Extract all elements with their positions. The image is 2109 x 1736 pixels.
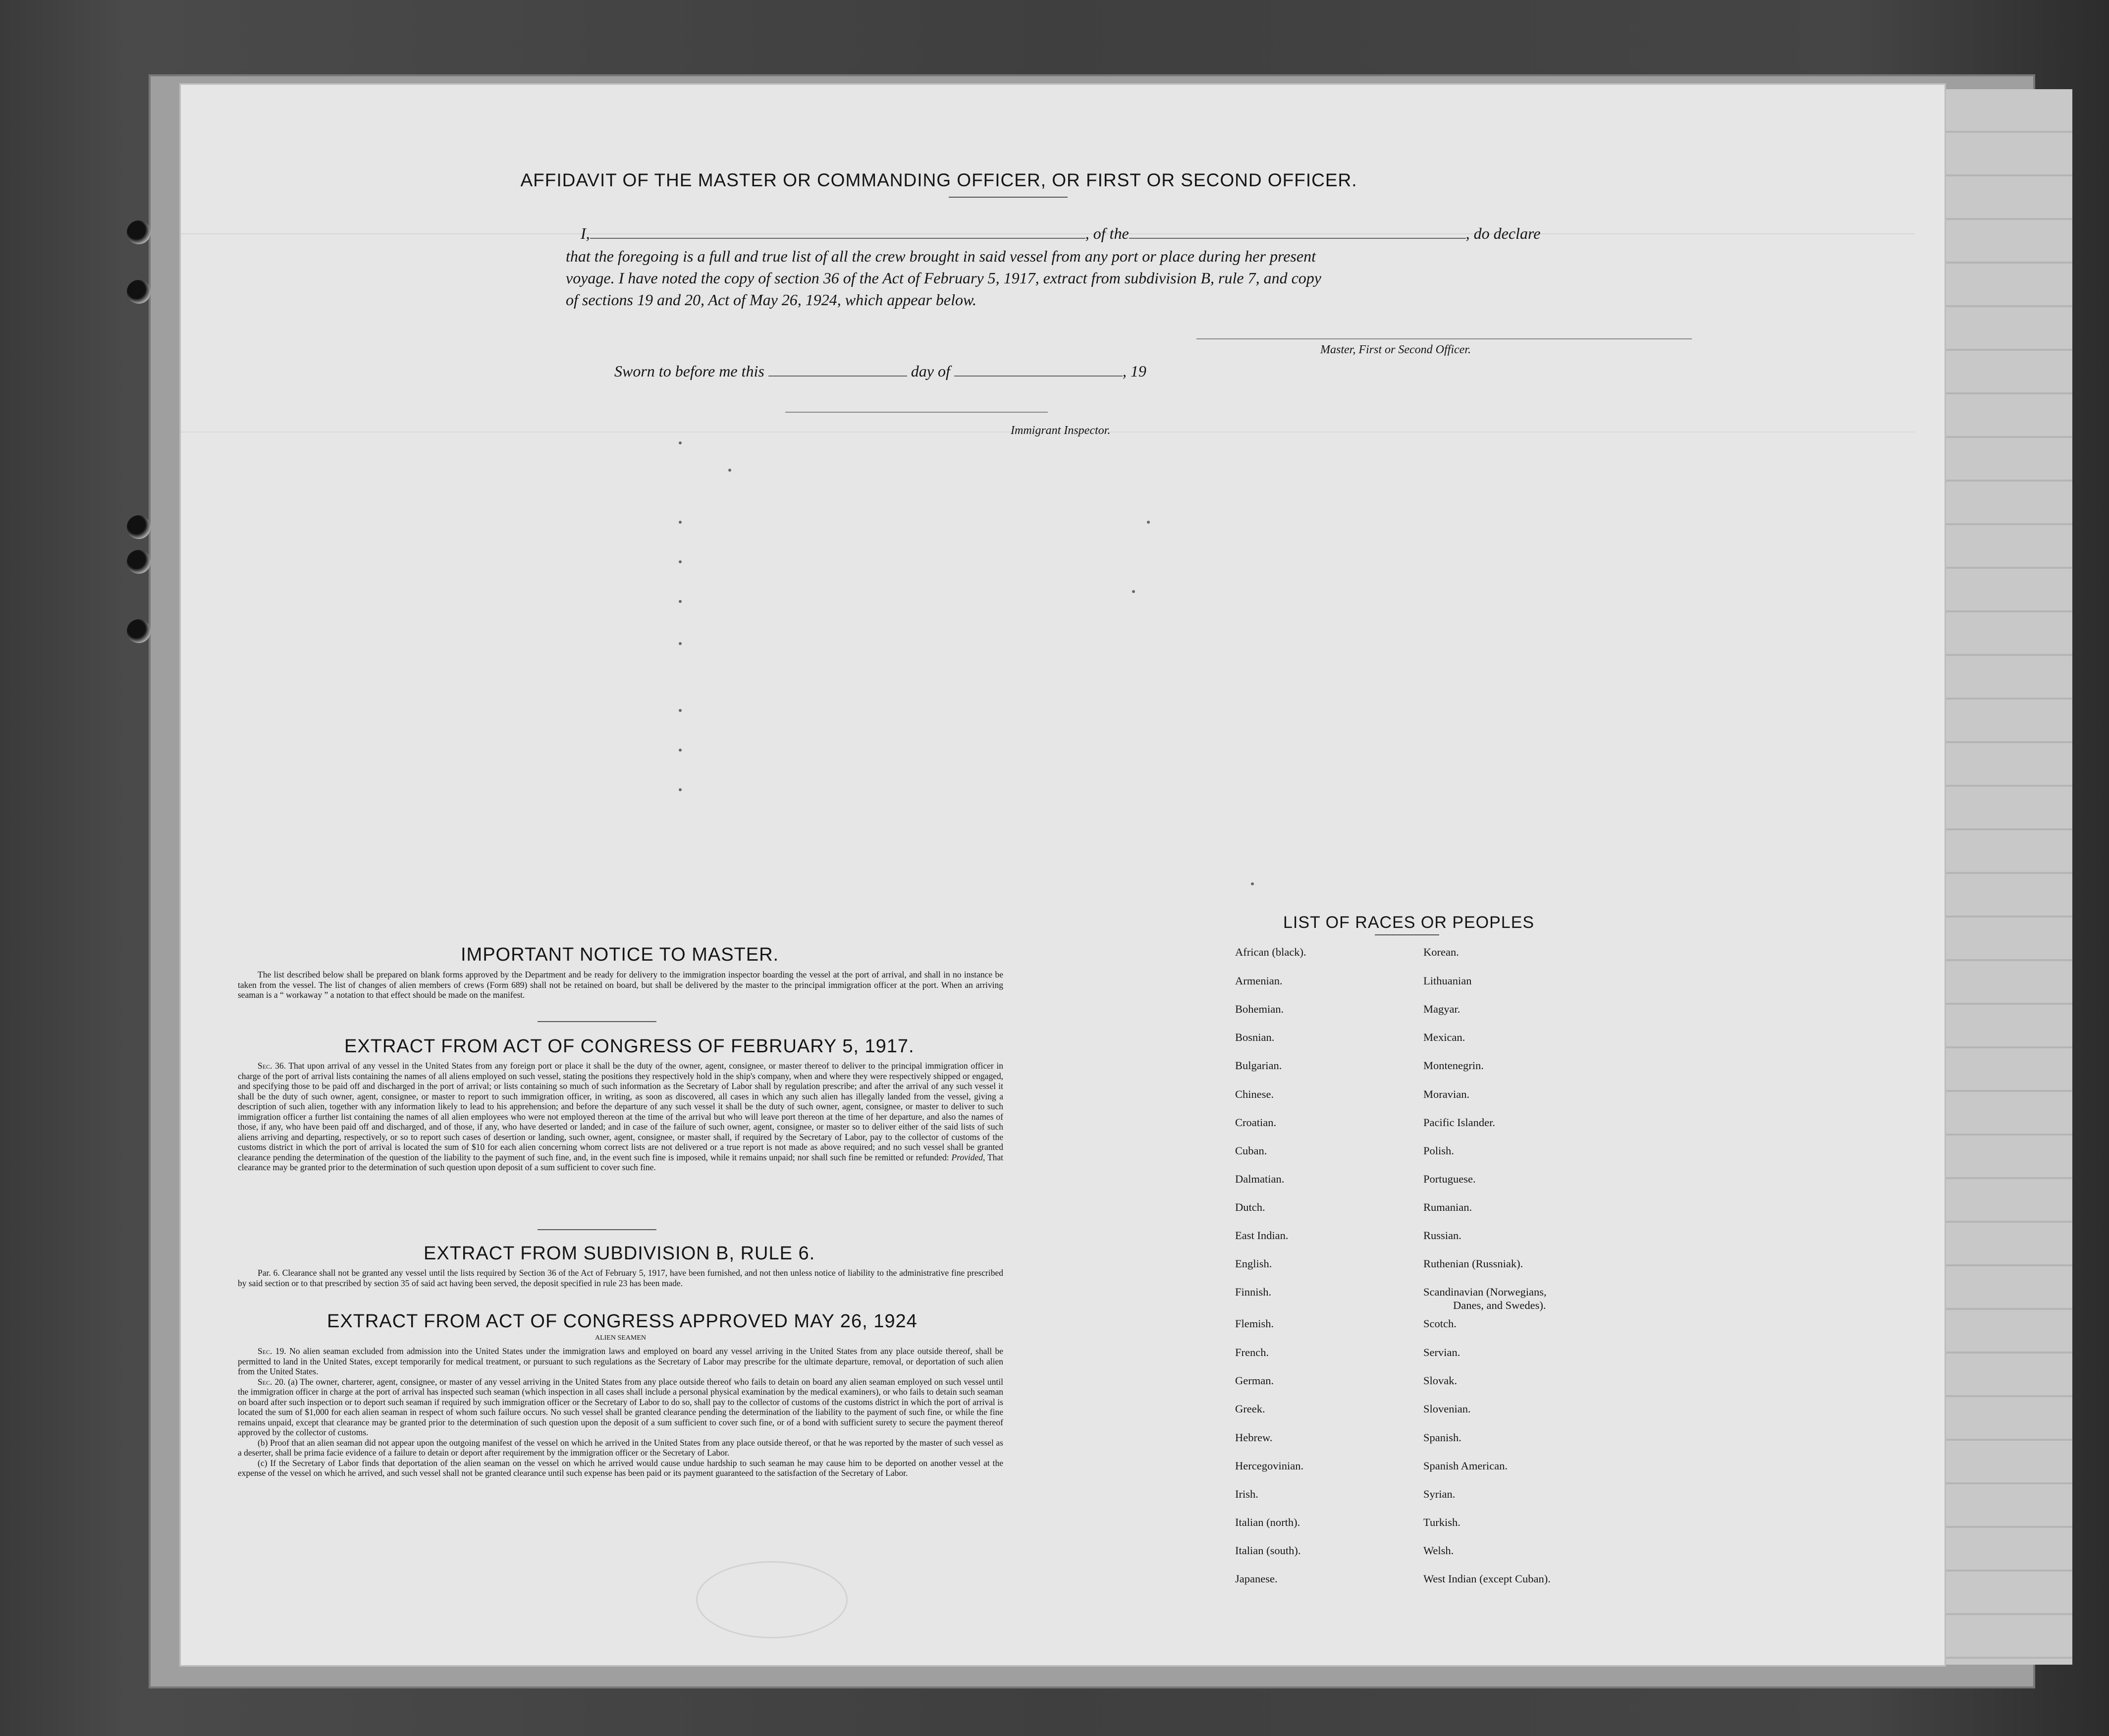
race-item: Welsh.	[1423, 1544, 1454, 1557]
sec-20c-paragraph: (c) If the Secretary of Labor finds that deportation of the alien seaman on the vessel on which he arrived would cause undue hardship to such seaman he may cause him to be deported on another vessel at the expense of the vessel on which he arrived, and such vessel shall not be granted clearance until such expense has been paid or its payment guaranteed to the satisfaction of the Secretary of Labor.	[238, 1458, 1003, 1478]
affidavit-statement-2: voyage. I have noted the copy of section 36 of the Act of February 5, 1917, extract from subdivision B, rule 7, and copy	[566, 269, 1321, 287]
race-item: Mexican.	[1423, 1031, 1465, 1043]
sworn-month-field[interactable]	[954, 376, 1123, 377]
binder-hole-icon	[127, 220, 151, 244]
race-item: Slovak.	[1423, 1374, 1458, 1387]
affidavit-title: AFFIDAVIT OF THE MASTER OR COMMANDING OFFICER, OR FIRST OR SECOND OFFICER.	[520, 170, 1357, 190]
declare-of-the-text: , of the	[1085, 224, 1129, 242]
race-item: Portuguese.	[1423, 1173, 1476, 1185]
race-item: Hebrew.	[1235, 1431, 1273, 1444]
race-item: Dalmatian.	[1235, 1173, 1285, 1185]
race-item: English.	[1235, 1257, 1272, 1270]
race-item: Cuban.	[1235, 1144, 1267, 1157]
extract-1917-title: EXTRACT FROM ACT OF CONGRESS OF FEBRUARY 5, 1917.	[344, 1036, 915, 1057]
race-item: Pacific Islander.	[1423, 1116, 1495, 1129]
sec-19-label: Sec. 19.	[258, 1346, 286, 1356]
sec-36-end: That clearance may be granted prior to the determination of such question upon deposit of a sum sufficient to cover such fine.	[238, 1152, 1004, 1172]
race-item: Spanish.	[1423, 1431, 1461, 1444]
rule6-paragraph: Par. 6. Clearance shall not be granted any vessel until the lists required by Section 36 of the Act of February 5, 1917, have been furnished, and not then unless notice of liability to the administrative fine prescribed by said section or to that prescribed by section 35 of said act having been served, the deposit specified in rule 23 has been made.	[238, 1268, 1003, 1288]
race-item: Bosnian.	[1235, 1031, 1275, 1043]
stray-mark	[1251, 882, 1254, 885]
inspector-caption: Immigrant Inspector.	[1011, 424, 1111, 437]
race-item: Ruthenian (Russniak).	[1423, 1257, 1523, 1270]
race-item: Magyar.	[1423, 1003, 1460, 1015]
sec-19-body: No alien seaman excluded from admission into the United States under the immigration laws and employed on board any vessel arriving in the United States from any place outside thereof, shall be permitted to land in the United States, except temporarily for medical treatment, or pursuant to such regulations as the Secretary of Labor may prescribe for the ultimate departure, removal, or deportation of such alien from the United States.	[238, 1346, 1003, 1376]
race-item: French.	[1235, 1346, 1269, 1358]
race-item: Rumanian.	[1423, 1201, 1472, 1213]
proviso-word: Provided,	[951, 1152, 985, 1162]
sworn-day-field[interactable]	[768, 376, 907, 377]
races-title-underline	[1375, 934, 1439, 935]
race-item: Lithuanian	[1423, 975, 1472, 987]
affidavit-statement-1: that the foregoing is a full and true list of all the crew brought in said vessel from any port or place during her present	[566, 247, 1316, 265]
race-item: Bohemian.	[1235, 1003, 1284, 1015]
race-item: Syrian.	[1423, 1488, 1456, 1500]
stray-mark	[679, 521, 682, 524]
stray-mark	[1132, 590, 1135, 593]
race-item: East Indian.	[1235, 1229, 1289, 1242]
day-of-text: day of	[911, 362, 950, 380]
race-item: Chinese.	[1235, 1088, 1274, 1100]
master-signature-caption: Master, First or Second Officer.	[1320, 343, 1471, 356]
binder-hole-icon	[127, 550, 151, 574]
notice-paragraph: The list described below shall be prepared on blank forms approved by the Department and be ready for delivery to the immigration inspector boarding the vessel at the port of arrival, and shall in no instance be taken from the vessel. The list of changes of alien members of crews (Form 689) shall not be retained on board, but shall be delivered by the master to the principal immigration officer at the port. When an arriving seaman is a “ workaway ” a notation to that effect should be made on the manifest.	[238, 970, 1003, 1000]
stray-mark	[679, 600, 682, 603]
declare-i-text: I,	[581, 224, 590, 242]
race-item: Hercegovinian.	[1235, 1460, 1304, 1472]
race-item: Finnish.	[1235, 1286, 1272, 1298]
stray-mark	[679, 560, 682, 563]
master-signature-line[interactable]	[1196, 338, 1692, 339]
sec-20a-body: (a) The owner, charterer, agent, consignee, or master of any vessel arriving in the United States from any place outside thereof who fails to detain on board any alien seaman employed on such vessel until the immigration officer in charge at the port of arrival has inspected such seaman (which inspection in all cases shall include a personal physical examination by the medical examiners), or who fails to detain such seaman on board after such inspection or to deport such seaman if required by such immigration officer or the Secretary of Labor to do so, shall pay to the collector of customs of the customs district in which the port of arrival is located the sum of $1,000 for each alien seaman in respect of whom such failure occurs. No such vessel shall be granted clearance pending the determination of the liability to the payment of such fine, or while the fine remains unpaid, except that clearance may be granted prior to the determination of such question upon the deposit of a sum sufficient to cover such fine, or of a bond with sufficient surety to secure the payment thereof approved by the collector of customs.	[238, 1376, 1004, 1437]
race-item: Italian (north).	[1235, 1516, 1300, 1528]
race-item: German.	[1235, 1374, 1274, 1387]
race-item: Croatian.	[1235, 1116, 1277, 1129]
stray-mark	[728, 469, 731, 472]
race-item: Slovenian.	[1423, 1403, 1471, 1415]
race-item: Scandinavian (Norwegians,	[1423, 1286, 1547, 1298]
vessel-name-field[interactable]	[1129, 238, 1466, 239]
extract-1924-text	[238, 1346, 1003, 1478]
stray-mark	[679, 788, 682, 791]
sworn-text: Sworn to before me this	[614, 362, 764, 380]
stray-mark	[679, 709, 682, 712]
race-item: Russian.	[1423, 1229, 1461, 1242]
race-item: West Indian (except Cuban).	[1423, 1573, 1551, 1585]
crew-list-back-page	[179, 83, 1946, 1667]
affidavit-declare-line	[581, 224, 1540, 243]
sec-20-label: Sec. 20.	[258, 1376, 286, 1387]
race-item: Montenegrin.	[1423, 1059, 1484, 1072]
notice-title: IMPORTANT NOTICE TO MASTER.	[461, 944, 779, 965]
inspector-signature-line[interactable]	[785, 412, 1048, 413]
year-text: , 19	[1122, 362, 1146, 380]
race-item: Irish.	[1235, 1488, 1258, 1500]
binder-hole-icon	[127, 619, 151, 643]
sec-20a-paragraph	[238, 1377, 1003, 1438]
master-name-field[interactable]	[590, 238, 1085, 239]
race-item: Japanese.	[1235, 1573, 1278, 1585]
title-underline	[949, 197, 1068, 198]
section-divider	[538, 1021, 656, 1022]
stray-mark	[679, 749, 682, 752]
race-item: Polish.	[1423, 1144, 1454, 1157]
alien-seamen-subtitle: ALIEN SEAMEN	[595, 1334, 647, 1342]
declare-end-text: , do declare	[1465, 224, 1541, 242]
notice-text	[238, 970, 1003, 1000]
section-divider	[538, 1229, 656, 1230]
race-item: Flemish.	[1235, 1317, 1274, 1330]
race-item: Scotch.	[1423, 1317, 1457, 1330]
race-item: Spanish American.	[1423, 1460, 1508, 1472]
sec-36-label: Sec. 36.	[258, 1061, 286, 1071]
extract-rule6-title: EXTRACT FROM SUBDIVISION B, RULE 6.	[424, 1243, 815, 1264]
sec-20b-paragraph: (b) Proof that an alien seaman did not appear upon the outgoing manifest of the vessel on which he arrived in the United States from any place outside thereof, or that he was reported by the master of such vessel as a deserter, shall be prima facie evidence of a failure to detain or deport after requirement by the immigration officer or the Secretary of Labor.	[238, 1437, 1003, 1458]
race-item: Servian.	[1423, 1346, 1460, 1358]
race-item: African (black).	[1235, 946, 1306, 958]
extract-1917-text	[238, 1061, 1003, 1173]
race-item: Moravian.	[1423, 1088, 1470, 1100]
affidavit-statement-3: of sections 19 and 20, Act of May 26, 1924, which appear below.	[566, 291, 976, 309]
race-item: Korean.	[1423, 946, 1459, 958]
extract-1917-paragraph	[238, 1061, 1003, 1173]
race-item: Greek.	[1235, 1403, 1265, 1415]
sec-19-paragraph	[238, 1346, 1003, 1377]
races-title: LIST OF RACES OR PEOPLES	[1283, 913, 1535, 932]
sec-36-body: That upon arrival of any vessel in the United States from any foreign port or place it shall be the duty of the owner, agent, consignee, or master thereof to deliver to the principal immigration officer in charge of the port of arrival lists containing the names of all aliens employed on such vessel, stating the positions they respectively hold in the ship's company, when and where they were respectively shipped or engaged, and specifying those to be paid off and discharged in the port of arrival; or lists containing so much of such information as the Secretary of Labor shall by regulation prescribe; and after the arrival of any such vessel it shall be the duty of such owner, agent, consignee, or master to report to such immigration officer, in writing, as soon as discovered, all cases in which any such alien has illegally landed from the vessel, giving a description of such alien, together with any information likely to lead to his apprehension; and before the departure of any such vessel it shall be the duty of such owner, agent, consignee, or master to deliver to such immigration officer a further list containing the names of all alien employees who were not employed thereon at the time of the arrival but who will leave port thereon at the time of her departure, and also the names of those, if any, who have been paid off and discharged, and of those, if any, who have deserted or landed; and in case of the failure of such owner, agent, consignee, or master so to deliver either of the said lists of such aliens arriving and departing, respectively, or so to report such cases of desertion or landing, such owner, agent, consignee, or master shall, if required by the Secretary of Labor, pay to the collector of customs of the customs district in which the port of arrival is located the sum of $10 for each alien concerning whom correct lists are not delivered or a true report is not made as above required; and no such vessel shall be granted clearance pending the determination of the question of the liability to the payment of such fine, and, in the event such fine is imposed, while it remains unpaid; nor shall such fine be remitted or refunded:	[238, 1061, 1003, 1162]
faint-stamp	[696, 1561, 848, 1638]
race-item: Italian (south).	[1235, 1544, 1301, 1557]
sworn-line	[614, 362, 1146, 380]
stray-mark	[679, 441, 682, 444]
extract-1924-title: EXTRACT FROM ACT OF CONGRESS APPROVED MAY 26, 1924	[327, 1311, 918, 1332]
stray-mark	[1147, 521, 1150, 524]
binder-hole-icon	[127, 515, 151, 539]
race-item: Armenian.	[1235, 975, 1283, 987]
race-item: Turkish.	[1423, 1516, 1460, 1528]
race-item: Bulgarian.	[1235, 1059, 1282, 1072]
stray-mark	[679, 642, 682, 645]
extract-rule6-text	[238, 1268, 1003, 1288]
race-item-continuation: Danes, and Swedes).	[1453, 1299, 1546, 1311]
race-item: Dutch.	[1235, 1201, 1265, 1213]
binder-hole-icon	[127, 280, 151, 304]
